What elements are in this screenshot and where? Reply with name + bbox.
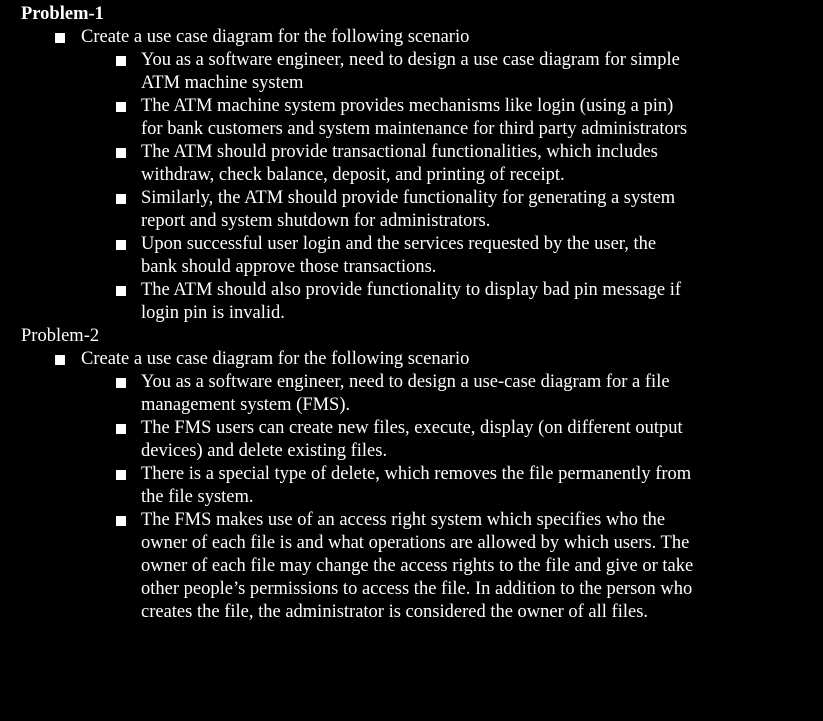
scenario-text-line: There is a special type of delete, which removes the file permanently from — [141, 464, 692, 484]
scenario-text-line: The FMS users can create new files, execute, display (on different output — [141, 418, 683, 438]
task-item — [0, 26, 823, 49]
scenario-text-line: for bank customers and system maintenance for third party administrators — [141, 119, 688, 139]
square-bullet-icon — [116, 470, 126, 480]
task-text: Create a use case diagram for the following scenario — [81, 27, 470, 47]
scenario-text-line: owner of each file may change the access rights to the file and give or take — [141, 556, 694, 576]
scenario-text-line: The ATM should also provide functionality to display bad pin message if — [141, 280, 682, 300]
scenario-text-line: ATM machine system — [141, 73, 304, 93]
scenario-item — [0, 187, 823, 233]
scenario-item — [0, 49, 823, 95]
square-bullet-icon — [116, 240, 126, 250]
square-bullet-icon — [116, 56, 126, 66]
scenario-text-line: management system (FMS). — [141, 395, 351, 415]
scenario-text-line: devices) and delete existing files. — [141, 441, 388, 461]
scenario-text-line: You as a software engineer, need to design a use case diagram for simple — [141, 50, 680, 70]
square-bullet-icon — [116, 516, 126, 526]
scenario-text-line: the file system. — [141, 487, 254, 507]
square-bullet-icon — [55, 355, 65, 365]
square-bullet-icon — [116, 102, 126, 112]
scenario-text-line: other people’s permissions to access the file. In addition to the person who — [141, 579, 693, 599]
scenario-item — [0, 417, 823, 463]
square-bullet-icon — [55, 33, 65, 43]
scenario-text-line: creates the file, the administrator is considered the owner of all files. — [141, 602, 649, 622]
scenario-item — [0, 141, 823, 187]
scenario-item — [0, 95, 823, 141]
task-item — [0, 348, 823, 371]
problem-heading: Problem-2 — [21, 326, 100, 346]
scenario-text-line: The ATM machine system provides mechanisms like login (using a pin) — [141, 96, 674, 116]
task-text: Create a use case diagram for the following scenario — [81, 349, 470, 369]
scenario-item — [0, 463, 823, 509]
scenario-text-line: The FMS makes use of an access right system which specifies who the — [141, 510, 666, 530]
scenario-text-line: owner of each file is and what operations are allowed by which users. The — [141, 533, 690, 553]
scenario-text-line: The ATM should provide transactional functionalities, which includes — [141, 142, 658, 162]
square-bullet-icon — [116, 378, 126, 388]
scenario-text-line: bank should approve those transactions. — [141, 257, 437, 277]
square-bullet-icon — [116, 424, 126, 434]
scenario-text-line: Upon successful user login and the services requested by the user, the — [141, 234, 657, 254]
square-bullet-icon — [116, 148, 126, 158]
square-bullet-icon — [116, 194, 126, 204]
scenario-item — [0, 233, 823, 279]
scenario-item — [0, 509, 823, 624]
scenario-text-line: login pin is invalid. — [141, 303, 285, 323]
scenario-text-line: report and system shutdown for administrators. — [141, 211, 491, 231]
scenario-text-line: withdraw, check balance, deposit, and printing of receipt. — [141, 165, 565, 185]
scenario-text-line: Similarly, the ATM should provide functionality for generating a system — [141, 188, 676, 208]
scenario-item — [0, 371, 823, 417]
square-bullet-icon — [116, 286, 126, 296]
scenario-item — [0, 279, 823, 325]
problem-heading: Problem-1 — [21, 4, 104, 24]
scenario-text-line: You as a software engineer, need to design a use-case diagram for a file — [141, 372, 670, 392]
